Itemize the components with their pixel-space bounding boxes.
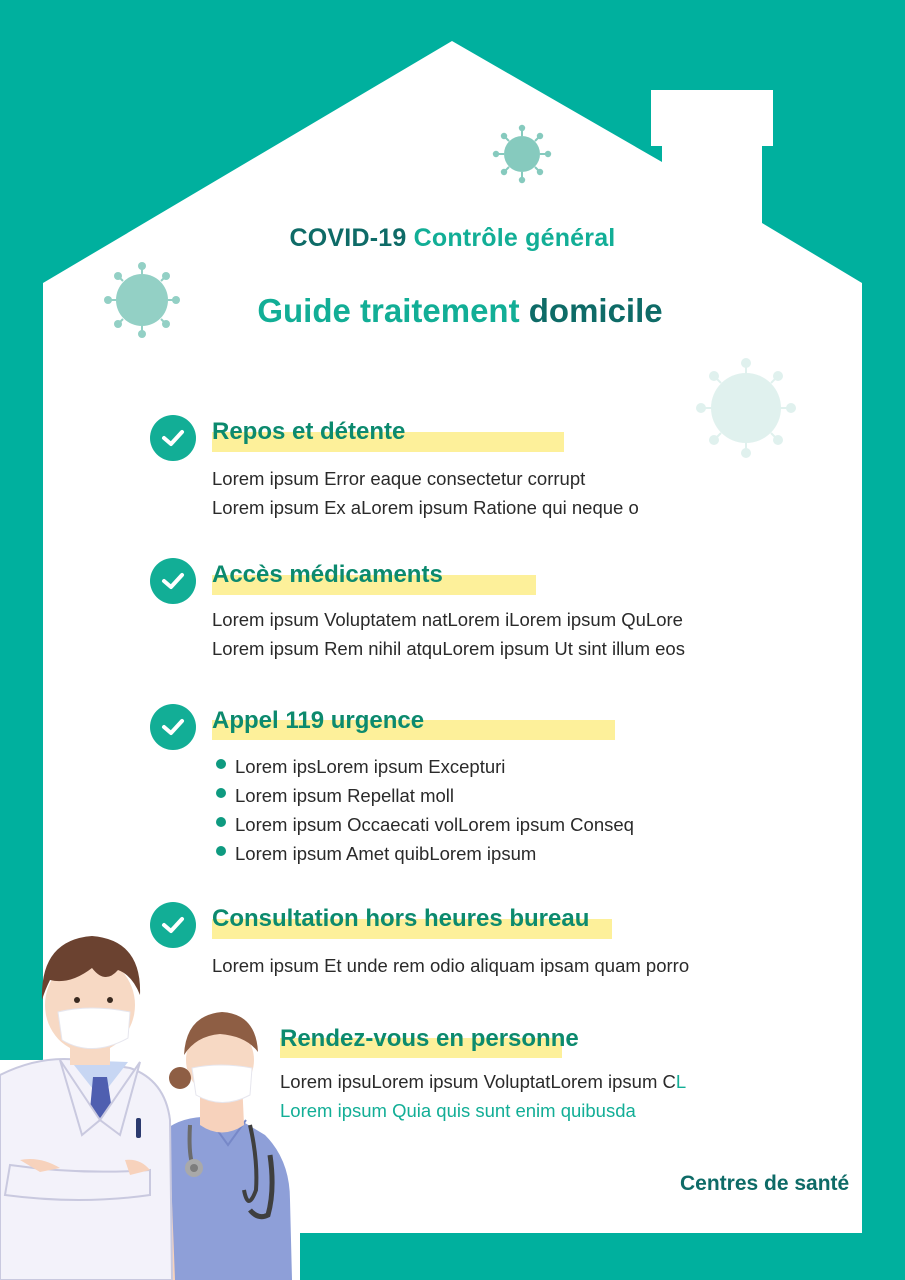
footer-label: Centres de santé <box>680 1172 850 1195</box>
virus-icon <box>492 124 552 184</box>
title-covid: COVID-19 <box>289 224 407 252</box>
check-icon <box>150 704 196 750</box>
list-item: Lorem ipsum Amet quibLorem ipsum <box>214 839 634 868</box>
section-heading: Consultation hors heures bureau <box>212 905 590 932</box>
text-line: Lorem ipsum Error eaque consectetur corrupt <box>212 468 586 489</box>
check-icon <box>150 415 196 461</box>
doctor-illustration <box>0 936 172 1280</box>
subtitle-guide: Guide traitement <box>257 292 520 329</box>
text-accent: L <box>675 1071 687 1092</box>
medical-staff-illustration <box>0 930 300 1280</box>
check-icon <box>150 558 196 604</box>
section-text <box>212 605 685 663</box>
virus-icon <box>692 354 800 462</box>
list-item: Lorem ipsum Repellat moll <box>214 781 634 810</box>
text-dark: Lorem ipsuLorem ipsum VoluptatLorem ipsum C <box>280 1071 676 1092</box>
text-line: Lorem ipsum Et unde rem odio aliquam ipsam quam porro <box>212 955 690 976</box>
subtitle-domicile: domicile <box>528 292 663 329</box>
page-title <box>0 224 905 253</box>
text-line <box>280 1067 686 1096</box>
section-heading: Appel 119 urgence <box>212 707 425 734</box>
section-text <box>212 464 639 522</box>
text-line: Lorem ipsum Quia quis sunt enim quibusda <box>280 1100 636 1121</box>
text-line: Lorem ipsum Rem nihil atquLorem ipsum Ut sint illum eos <box>212 638 685 659</box>
list-item: Lorem ipsLorem ipsum Excepturi <box>214 752 634 781</box>
list-item: Lorem ipsum Occaecati volLorem ipsum Conseq <box>214 810 634 839</box>
title-control: Contrôle général <box>413 224 616 252</box>
section-heading: Repos et détente <box>212 418 406 445</box>
section-heading: Rendez-vous en personne <box>280 1025 579 1052</box>
text-line: Lorem ipsum Ex aLorem ipsum Ratione qui neque o <box>212 497 639 518</box>
bullet-list <box>214 752 634 868</box>
section-text <box>280 1067 686 1125</box>
page-subtitle <box>0 292 905 330</box>
text-line: Lorem ipsum Voluptatem natLorem iLorem ipsum QuLore <box>212 609 683 630</box>
section-heading: Accès médicaments <box>212 561 443 588</box>
